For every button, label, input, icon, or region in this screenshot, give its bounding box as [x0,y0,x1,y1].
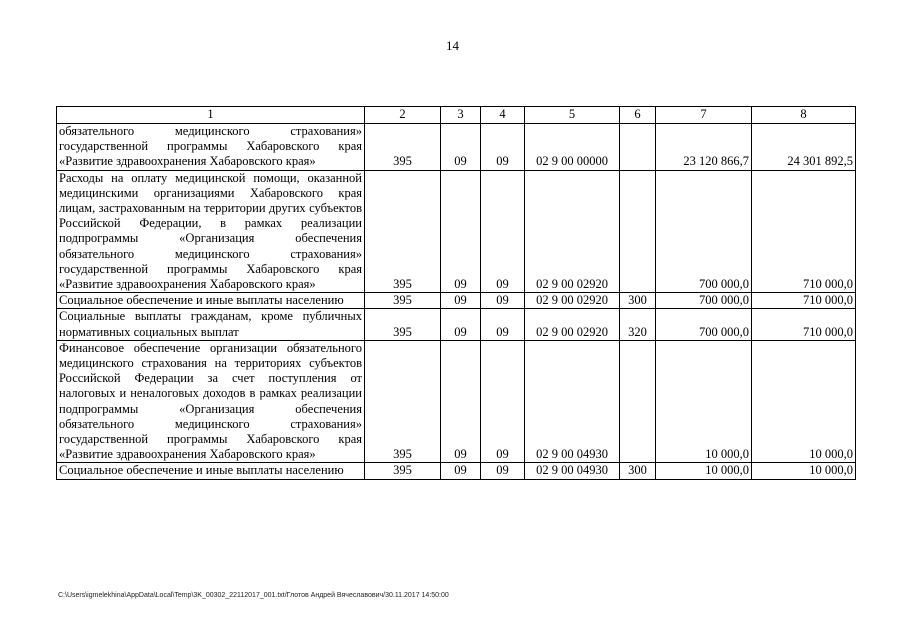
cell-ministry-code: 395 [365,170,441,293]
cell-section: 09 [441,170,481,293]
cell-target-article: 02 9 00 02920 [525,170,620,293]
cell-target-article: 02 9 00 04930 [525,340,620,463]
file-path-footer: C:\Users\igmelekhina\AppData\Local\Temp\3K_00302_22112017_001.txt/Глотов Андрей Вячеславович/30.11.2017 14:50:00 [58,592,449,599]
cell-amount-year1: 10 000,0 [656,463,752,479]
cell-target-article: 02 9 00 02920 [525,309,620,340]
cell-target-article: 02 9 00 04930 [525,463,620,479]
cell-expense-type [620,340,656,463]
page-number: 14 [446,38,459,53]
column-header: 2 [365,107,441,124]
cell-section: 09 [441,309,481,340]
cell-subsection: 09 [481,309,525,340]
row-name: Социальные выплаты гражданам, кроме публичных нормативных социальных выплат [57,309,365,340]
cell-amount-year2: 24 301 892,5 [752,124,856,171]
column-header: 4 [481,107,525,124]
column-header: 1 [57,107,365,124]
cell-section: 09 [441,293,481,309]
column-header: 8 [752,107,856,124]
cell-subsection: 09 [481,463,525,479]
budget-table [56,106,856,480]
column-header: 7 [656,107,752,124]
table-row [57,309,856,340]
column-header: 3 [441,107,481,124]
table-row [57,170,856,293]
cell-ministry-code: 395 [365,463,441,479]
cell-ministry-code: 395 [365,340,441,463]
cell-section: 09 [441,124,481,171]
cell-amount-year1: 23 120 866,7 [656,124,752,171]
cell-amount-year2: 10 000,0 [752,463,856,479]
cell-ministry-code: 395 [365,124,441,171]
row-name: обязательного медицинского страхования» государственной программы Хабаровского края «Развитие здравоохранения Хабаровского края» [57,124,365,171]
cell-amount-year2: 10 000,0 [752,340,856,463]
table-row [57,293,856,309]
cell-expense-type [620,124,656,171]
cell-expense-type: 320 [620,309,656,340]
cell-amount-year1: 700 000,0 [656,293,752,309]
cell-amount-year2: 710 000,0 [752,309,856,340]
cell-subsection: 09 [481,170,525,293]
cell-section: 09 [441,340,481,463]
cell-target-article: 02 9 00 00000 [525,124,620,171]
cell-amount-year1: 700 000,0 [656,309,752,340]
table-row [57,340,856,463]
cell-ministry-code: 395 [365,309,441,340]
cell-amount-year2: 710 000,0 [752,293,856,309]
cell-subsection: 09 [481,124,525,171]
cell-section: 09 [441,463,481,479]
cell-expense-type: 300 [620,463,656,479]
cell-amount-year1: 700 000,0 [656,170,752,293]
cell-expense-type [620,170,656,293]
row-name: Социальное обеспечение и иные выплаты населению [57,293,365,309]
cell-subsection: 09 [481,293,525,309]
column-header: 6 [620,107,656,124]
row-name: Расходы на оплату медицинской помощи, оказанной медицинскими организациями Хабаровского края лицам, застрахованным на территории других субъектов Российской Федерации, в рамках реализации подпрограммы «Организация обеспечения обязательного медицинского страхования» государственной программы Хабаровского края «Развитие здравоохранения Хабаровского края» [57,170,365,293]
row-name: Социальное обеспечение и иные выплаты населению [57,463,365,479]
cell-expense-type: 300 [620,293,656,309]
column-header: 5 [525,107,620,124]
cell-amount-year2: 710 000,0 [752,170,856,293]
table-row [57,463,856,479]
cell-target-article: 02 9 00 02920 [525,293,620,309]
table-header-row [57,107,856,124]
table-row [57,124,856,171]
cell-amount-year1: 10 000,0 [656,340,752,463]
cell-ministry-code: 395 [365,293,441,309]
row-name: Финансовое обеспечение организации обязательного медицинского страхования на территориях субъектов Российской Федерации за счет поступления от налоговых и неналоговых доходов в рамках реализации подпрограммы «Организация обеспечения обязательного медицинского страхования» государственной программы Хабаровского края «Развитие здравоохранения Хабаровского края» [57,340,365,463]
cell-subsection: 09 [481,340,525,463]
